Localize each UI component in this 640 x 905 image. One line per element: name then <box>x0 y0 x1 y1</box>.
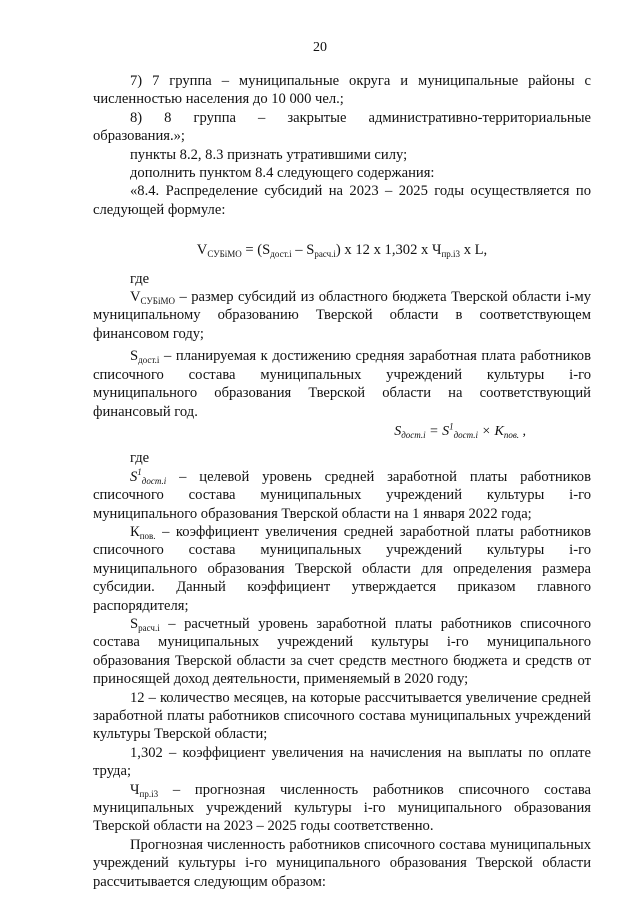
definition-12: 12 – количество месяцев, на которые рассчитывается увеличение средней заработной платы работников списочного состава муниципальных учреждений культуры Тверской области; <box>93 689 591 743</box>
document-body <box>93 72 591 891</box>
definition-v: $V_{СУБiМО}$ – размер субсидий из областного бюджета Тверской области i-му муниципальному образованию Тверской области в соответствующем финансовом году; <box>93 289 591 342</box>
paragraph-forecast: Прогнозная численность работников списочного состава муниципальных учреждений культуры i-го муниципального образования Тверской области рассчитывается следующим образом: <box>93 836 591 890</box>
definition-s-rasch: $S_{расч.i}$ – расчетный уровень заработной платы работников списочного состава муниципальных учреждений культуры i-го муниципального образования Тверской области за счет средств местного бюджета и средств от приносящей доход деятельности, применяемый в 2020 году; <box>93 615 591 688</box>
definition-k: $К_{пов.}$ – коэффициент увеличения средней заработной платы работников списочного состава муниципальных учреждений культуры i-го муниципального образования Тверской области для определения размера субсидии. Данный коэффициент утверждается приказом главного распорядителя; <box>93 523 591 614</box>
definition-s1: $S^1_{дост.i}$ – целевой уровень средней заработной платы работников списочного состава муниципальных учреждений культуры i-го муниципального образования Тверской области на 1 января 2022 года; <box>93 466 591 522</box>
page-number: 20 <box>313 40 327 55</box>
paragraph-item-8: 8) 8 группа – закрытые административно-территориальные образования.»; <box>93 109 591 145</box>
definition-1302: 1,302 – коэффициент увеличения на начисления на выплаты по оплате труда; <box>93 744 591 780</box>
formula-target-salary: $S_{дост.i} = S^1_{дост.i} \times K_{пов.}$ , <box>394 421 526 440</box>
paragraph-add-item: дополнить пунктом 8.4 следующего содержания: <box>130 165 435 182</box>
definition-ch: $Ч_{пр.i3}$ – прогнозная численность работников списочного состава муниципальных учреждений культуры i-го муниципального образования Тверской области на 2023 – 2025 годы соответственно. <box>93 781 591 835</box>
formula-subsidy: $V_{СУБiМО} = (S_{дост.i} - S_{расч.i})$ x 12 x 1,302 x $Ч_{пр.i3}$ x L, <box>196 242 488 260</box>
definition-s-dost: $S_{дост.i}$ – планируемая к достижению средняя заработная плата работников списочного состава муниципальных учреждений культуры i-го муниципального образования Тверской области на соответствующий финансовый год. <box>93 348 591 420</box>
paragraph-8-4: «8.4. Распределение субсидий на 2023 – 2025 годы осуществляется по следующей формуле: <box>93 183 591 218</box>
paragraph-invalidate: пункты 8.2, 8.3 признать утратившими силу; <box>130 146 408 163</box>
where-label-2: где <box>130 450 150 467</box>
paragraph-item-7: 7) 7 группа – муниципальные округа и муниципальные районы с численностью населения до 10 000 чел.; <box>93 73 591 108</box>
where-label: где <box>130 270 150 287</box>
